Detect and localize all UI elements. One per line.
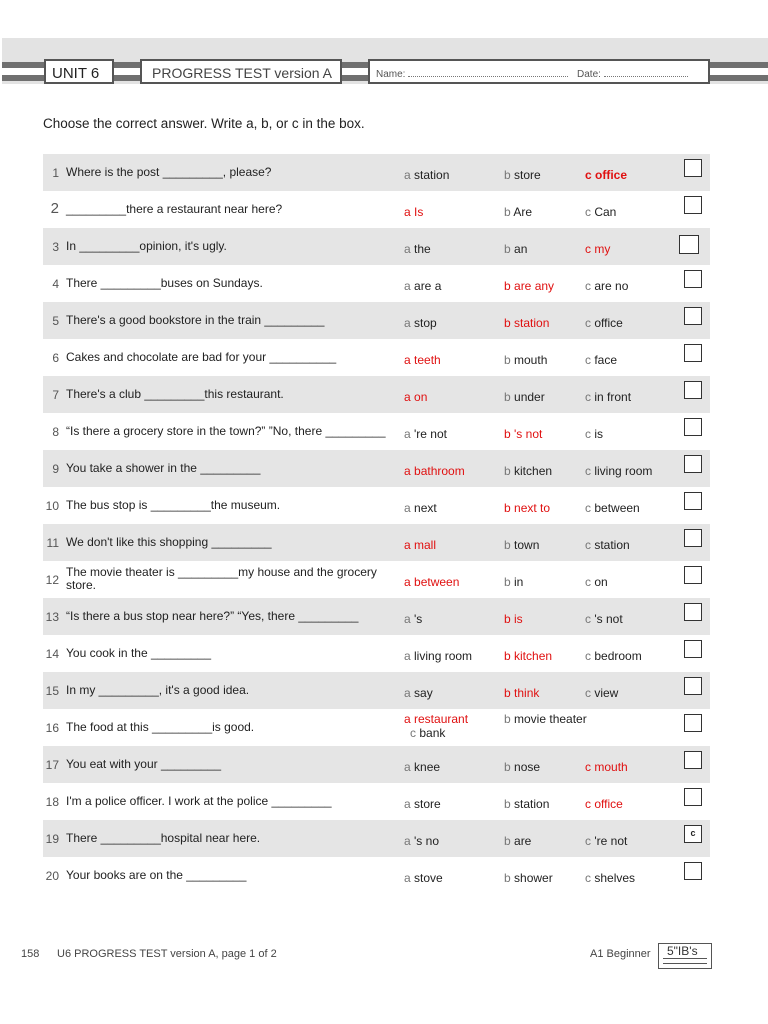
option-a	[404, 575, 459, 589]
option-b	[504, 464, 552, 478]
option-text: the	[414, 242, 431, 256]
question-text: The movie theater is _________my house and the grocery store.	[66, 565, 377, 592]
option-text: 're not	[594, 834, 628, 848]
option-c	[585, 686, 618, 700]
option-b	[504, 279, 554, 293]
option-text: town	[514, 538, 540, 552]
question-number: 17	[45, 758, 59, 772]
option-c	[585, 168, 627, 182]
option-letter: a	[404, 316, 415, 330]
question-text: There _________buses on Sundays.	[66, 276, 263, 290]
option-a	[404, 205, 423, 219]
option-c	[585, 390, 631, 404]
option-text: between	[594, 501, 640, 515]
option-letter: a	[404, 427, 415, 441]
option-letter: c	[585, 575, 595, 589]
question-row	[43, 265, 710, 302]
option-c	[585, 649, 642, 663]
option-a	[404, 712, 468, 726]
option-letter: a	[404, 279, 415, 293]
option-letter: b	[504, 760, 515, 774]
option-a	[404, 649, 472, 663]
option-letter: b	[504, 427, 515, 441]
question-row	[43, 228, 710, 265]
question-row	[43, 857, 710, 894]
option-letter: b	[504, 834, 515, 848]
header-top-band	[2, 38, 768, 58]
option-a	[404, 390, 427, 404]
question-row	[43, 376, 710, 413]
option-text: Can	[594, 205, 617, 219]
question-number: 14	[45, 647, 59, 661]
option-text: 's not	[514, 427, 543, 441]
option-letter: b	[504, 501, 515, 515]
question-row	[43, 154, 710, 191]
option-a	[404, 686, 433, 700]
option-text: bedroom	[594, 649, 642, 663]
option-text: view	[594, 686, 619, 700]
question-text: You take a shower in the _________	[66, 461, 261, 475]
answer-box[interactable]	[684, 862, 702, 880]
option-letter: c	[585, 464, 595, 478]
question-number: 18	[45, 795, 59, 809]
option-text: shelves	[594, 871, 636, 885]
option-text: Is	[414, 205, 424, 219]
option-letter: a	[404, 797, 415, 811]
option-letter: c	[585, 871, 595, 885]
option-c	[585, 316, 623, 330]
option-b	[504, 242, 527, 256]
question-text: We don't like this shopping _________	[66, 535, 272, 549]
question-number: 5	[52, 314, 59, 328]
option-text: living room	[414, 649, 473, 663]
name-line[interactable]	[408, 68, 568, 77]
option-letter: a	[404, 871, 415, 885]
answer-box[interactable]	[684, 788, 702, 806]
option-text: are	[514, 834, 532, 848]
answer-box[interactable]	[684, 381, 702, 399]
option-text: next to	[514, 501, 551, 515]
option-text: movie theater	[514, 712, 587, 726]
option-c	[585, 538, 630, 552]
question-row	[43, 524, 710, 561]
option-b	[504, 712, 587, 726]
option-letter: a	[404, 649, 415, 663]
option-text: living room	[594, 464, 653, 478]
option-c	[585, 501, 640, 515]
option-a	[404, 501, 437, 515]
option-a	[404, 316, 437, 330]
question-number: 20	[45, 869, 59, 883]
option-text: is	[594, 427, 604, 441]
option-c	[585, 242, 610, 256]
question-number: 1	[52, 166, 59, 180]
option-text: are any	[514, 279, 555, 293]
option-text: face	[594, 353, 618, 367]
option-text: 's no	[414, 834, 439, 848]
answer-box[interactable]	[684, 307, 702, 325]
option-letter: a	[404, 538, 415, 552]
option-text: office	[594, 316, 623, 330]
date-label: Date:	[577, 69, 601, 80]
question-text: “Is there a grocery store in the town?” ”No, there _________	[66, 424, 386, 438]
question-row	[43, 413, 710, 450]
option-c	[410, 726, 445, 740]
question-text: In my _________, it's a good idea.	[66, 683, 250, 697]
option-text: store	[514, 168, 541, 182]
question-number: 6	[52, 351, 59, 365]
option-a	[404, 464, 465, 478]
option-letter: c	[585, 760, 595, 774]
question-row	[43, 783, 710, 820]
option-text: office	[595, 168, 628, 182]
option-text: bathroom	[414, 464, 465, 478]
question-number: 2	[50, 200, 59, 217]
test-title: PROGRESS TEST version A	[140, 59, 342, 84]
option-b	[504, 205, 532, 219]
question-text: “Is there a bus stop near here?” “Yes, there _________	[66, 609, 359, 623]
option-b	[504, 760, 540, 774]
option-letter: a	[404, 205, 415, 219]
option-text: my	[594, 242, 611, 256]
option-letter: a	[404, 712, 415, 726]
question-row	[43, 746, 710, 783]
option-letter: c	[585, 686, 595, 700]
question-number: 13	[45, 610, 59, 624]
answer-box[interactable]	[684, 492, 702, 510]
option-text: are a	[414, 279, 442, 293]
option-text: mouth	[594, 760, 628, 774]
name-date-field[interactable]	[368, 59, 710, 84]
option-text: 's	[414, 612, 423, 626]
option-letter: a	[404, 686, 415, 700]
option-letter: b	[504, 168, 515, 182]
option-c	[585, 353, 617, 367]
question-number: 7	[52, 388, 59, 402]
option-c	[585, 205, 616, 219]
option-b	[504, 168, 541, 182]
option-letter: c	[585, 205, 595, 219]
option-letter: a	[404, 834, 415, 848]
option-letter: b	[504, 686, 515, 700]
question-row	[43, 561, 710, 598]
answer-box[interactable]	[679, 235, 699, 254]
option-letter: c	[585, 242, 595, 256]
question-number: 16	[45, 721, 59, 735]
option-letter: c	[585, 316, 595, 330]
name-label: Name:	[376, 69, 406, 80]
publisher-logo	[658, 943, 712, 969]
option-b	[504, 797, 549, 811]
option-text: teeth	[414, 353, 441, 367]
instructions: Choose the correct answer. Write a, b, or c in the box.	[43, 116, 365, 131]
option-letter: c	[585, 168, 596, 182]
answer-box[interactable]	[684, 640, 702, 658]
option-letter: c	[585, 834, 595, 848]
option-a	[404, 168, 449, 182]
option-letter: c	[585, 612, 595, 626]
option-text: shower	[514, 871, 553, 885]
option-text: station	[594, 538, 630, 552]
option-letter: c	[585, 353, 595, 367]
option-letter: b	[504, 464, 515, 478]
option-text: an	[514, 242, 528, 256]
answer-box[interactable]	[684, 603, 702, 621]
option-a	[404, 760, 440, 774]
answer-box[interactable]	[684, 270, 702, 288]
question-number: 11	[46, 536, 59, 550]
option-letter: c	[585, 538, 595, 552]
option-text: bank	[419, 726, 446, 740]
question-row	[43, 635, 710, 672]
question-number: 19	[45, 832, 59, 846]
option-text: station	[414, 168, 450, 182]
option-text: think	[514, 686, 540, 700]
question-number: 10	[45, 499, 59, 513]
option-c	[585, 464, 652, 478]
option-text: on	[594, 575, 608, 589]
question-row	[43, 672, 710, 709]
option-letter: b	[504, 353, 515, 367]
footer-title: U6 PROGRESS TEST version A, page 1 of 2	[57, 948, 277, 960]
question-text: Cakes and chocolate are bad for your __________	[66, 350, 337, 364]
option-b	[504, 686, 539, 700]
question-number: 15	[45, 684, 59, 698]
question-text: There _________hospital near here.	[66, 831, 261, 845]
option-text: 're not	[414, 427, 447, 441]
option-letter: b	[504, 279, 515, 293]
option-b	[504, 390, 545, 404]
option-letter: c	[585, 390, 595, 404]
answer-box[interactable]	[684, 677, 702, 695]
question-row	[43, 302, 710, 339]
option-a	[404, 612, 422, 626]
option-letter: b	[504, 712, 515, 726]
option-text: kitchen	[514, 464, 553, 478]
option-c	[585, 871, 635, 885]
option-text: knee	[414, 760, 441, 774]
option-text: nose	[514, 760, 541, 774]
answer-box[interactable]	[684, 196, 702, 214]
option-letter: b	[504, 242, 515, 256]
option-c	[585, 612, 623, 626]
option-text: next	[414, 501, 437, 515]
option-letter: b	[504, 390, 515, 404]
option-b	[504, 649, 552, 663]
question-number: 8	[52, 425, 59, 439]
option-letter: b	[504, 538, 515, 552]
option-text: stop	[414, 316, 437, 330]
option-letter: b	[504, 797, 515, 811]
question-text: The bus stop is _________the museum.	[66, 498, 281, 512]
answer-box[interactable]	[684, 455, 702, 473]
option-text: kitchen	[514, 649, 553, 663]
option-text: are no	[594, 279, 629, 293]
question-row	[43, 487, 710, 524]
option-a	[404, 797, 441, 811]
question-text: You cook in the _________	[66, 646, 212, 660]
option-text: between	[414, 575, 460, 589]
option-letter: a	[404, 390, 415, 404]
option-text: say	[414, 686, 433, 700]
answer-box[interactable]	[684, 159, 702, 177]
option-b	[504, 834, 531, 848]
option-a	[404, 242, 431, 256]
option-text: station	[514, 316, 550, 330]
question-number: 3	[52, 240, 59, 254]
option-letter: a	[404, 353, 415, 367]
option-text: mouth	[514, 353, 548, 367]
option-b	[504, 612, 523, 626]
answer-box[interactable]: c	[684, 825, 702, 843]
option-text: is	[514, 612, 523, 626]
question-text: There's a good bookstore in the train _________	[66, 313, 325, 327]
option-letter: c	[410, 726, 420, 740]
question-text: You eat with your _________	[66, 757, 222, 771]
question-number: 4	[52, 277, 59, 291]
option-letter: c	[585, 427, 595, 441]
question-text: There's a club _________this restaurant.	[66, 387, 284, 401]
question-text: The food at this _________is good.	[66, 720, 255, 734]
question-row	[43, 598, 710, 635]
question-text: Your books are on the _________	[66, 868, 247, 882]
answer-box[interactable]	[684, 344, 702, 362]
option-letter: a	[404, 760, 415, 774]
option-b	[504, 575, 523, 589]
option-letter: b	[504, 612, 515, 626]
logo-text: 5"IB's	[667, 944, 698, 958]
option-c	[585, 427, 603, 441]
option-letter: a	[404, 168, 415, 182]
option-a	[404, 834, 439, 848]
option-text: store	[414, 797, 441, 811]
option-text: station	[514, 797, 550, 811]
option-text: in	[514, 575, 524, 589]
option-text: office	[594, 797, 623, 811]
unit-label: UNIT 6	[44, 59, 114, 84]
option-c	[585, 575, 608, 589]
option-text: restaurant	[414, 712, 469, 726]
level-label: A1 Beginner	[590, 948, 651, 960]
option-text: 's not	[594, 612, 623, 626]
question-text: In _________opinion, it's ugly.	[66, 239, 227, 253]
option-a	[404, 353, 441, 367]
option-text: mall	[414, 538, 437, 552]
option-letter: a	[404, 242, 415, 256]
answer-box[interactable]	[684, 566, 702, 584]
page-number: 158	[21, 948, 40, 960]
option-letter: c	[585, 649, 595, 663]
option-c	[585, 797, 623, 811]
option-b	[504, 427, 542, 441]
question-row	[43, 820, 710, 857]
question-number: 12	[45, 573, 59, 587]
option-letter: a	[404, 464, 415, 478]
question-row	[43, 450, 710, 487]
option-text: stove	[414, 871, 443, 885]
option-text: Are	[513, 205, 533, 219]
question-list	[43, 154, 710, 894]
option-letter: b	[504, 316, 515, 330]
option-a	[404, 871, 443, 885]
option-letter: a	[404, 612, 415, 626]
date-line[interactable]	[604, 68, 688, 77]
option-c	[585, 760, 628, 774]
option-letter: b	[504, 205, 514, 219]
option-b	[504, 538, 539, 552]
option-letter: b	[504, 649, 515, 663]
option-a	[404, 538, 436, 552]
option-letter: c	[585, 797, 595, 811]
question-text: _________there a restaurant near here?	[66, 202, 283, 216]
option-letter: c	[585, 501, 595, 515]
option-b	[504, 316, 549, 330]
option-c	[585, 279, 628, 293]
question-text: Where is the post _________, please?	[66, 165, 272, 179]
question-number: 9	[52, 462, 59, 476]
question-row	[43, 191, 710, 228]
answer-box[interactable]	[684, 714, 702, 732]
option-text: under	[514, 390, 545, 404]
option-letter: a	[404, 575, 415, 589]
option-letter: c	[585, 279, 595, 293]
answer-box[interactable]	[684, 751, 702, 769]
option-a	[404, 279, 441, 293]
answer-box[interactable]	[684, 418, 702, 436]
question-row	[43, 339, 710, 376]
option-letter: a	[404, 501, 415, 515]
option-letter: b	[504, 871, 515, 885]
option-letter: b	[504, 575, 515, 589]
option-text: on	[414, 390, 428, 404]
question-row	[43, 709, 710, 746]
option-b	[504, 353, 547, 367]
option-c	[585, 834, 627, 848]
option-text: in front	[594, 390, 632, 404]
answer-box[interactable]	[684, 529, 702, 547]
option-b	[504, 871, 553, 885]
option-a	[404, 427, 447, 441]
option-b	[504, 501, 550, 515]
question-text: I'm a police officer. I work at the police _________	[66, 794, 332, 808]
